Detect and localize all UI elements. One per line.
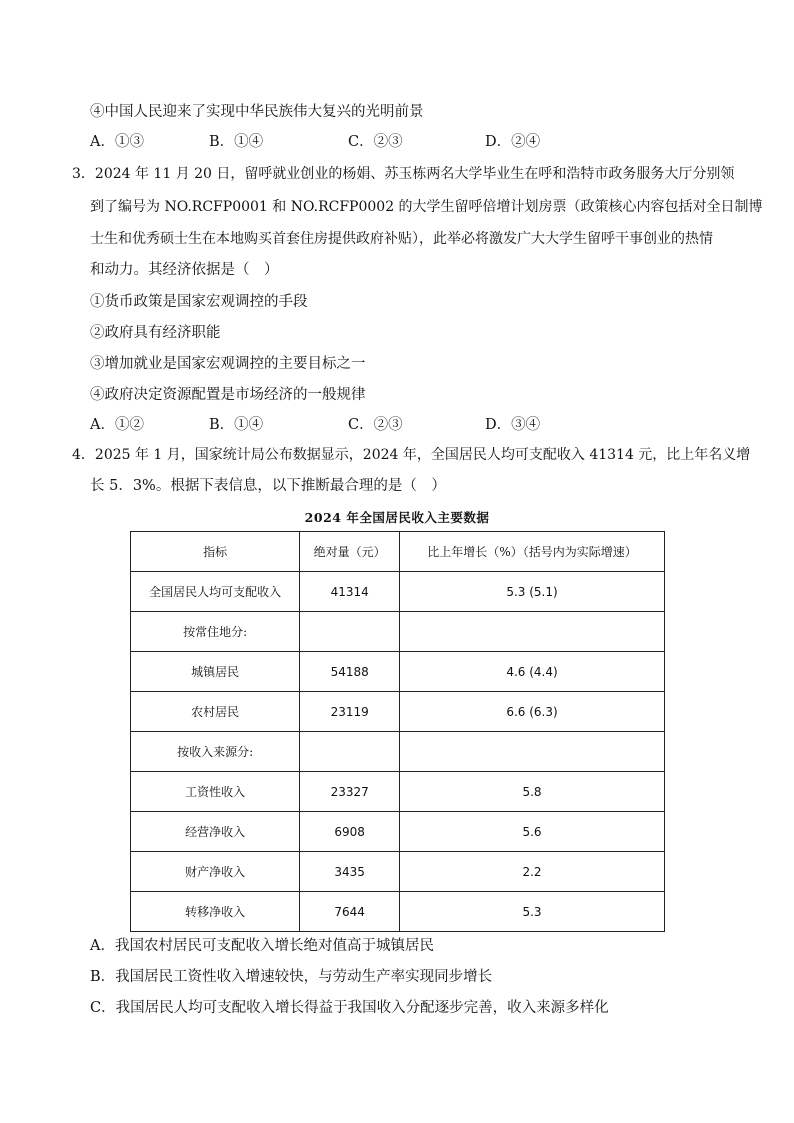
table-row (131, 812, 665, 852)
table-cell-amount (300, 732, 400, 772)
q4-option-b[interactable]: B．我国居民工资性收入增速较快，与劳动生产率实现同步增长 (90, 969, 493, 985)
table-header-growth: 比上年增长（%）（括号内为实际增速） (400, 532, 665, 572)
q3-statement-3: ③增加就业是国家宏观调控的主要目标之一 (90, 356, 366, 372)
table-header-row (131, 532, 665, 572)
table-cell-indicator: 农村居民 (131, 692, 300, 732)
table-row (131, 852, 665, 892)
table-row (131, 732, 665, 772)
q2-option-c[interactable]: C．②③ (348, 134, 403, 150)
table-cell-amount: 23119 (300, 692, 400, 732)
q3-option-c[interactable]: C．②③ (348, 417, 403, 433)
table-cell-amount (300, 612, 400, 652)
table-row (131, 892, 665, 932)
table-cell-growth: 5.3 (5.1) (400, 572, 665, 612)
table-row (131, 612, 665, 652)
table-cell-indicator: 城镇居民 (131, 652, 300, 692)
table-row (131, 692, 665, 732)
q4-stem-line-1: 4．2025 年 1 月，国家统计局公布数据显示，2024 年，全国居民人均可支配收入 41314 元，比上年名义增 (72, 447, 751, 463)
table-cell-indicator: 全国居民人均可支配收入 (131, 572, 300, 612)
q3-stem-line-1: 3．2024 年 11 月 20 日，留呼就业创业的杨娟、苏玉栋两名大学毕业生在呼和浩特市政务服务大厅分别领 (72, 166, 735, 182)
table-cell-growth: 2.2 (400, 852, 665, 892)
q3-option-b[interactable]: B．①④ (209, 417, 264, 433)
q2-option-a[interactable]: A．①③ (90, 134, 144, 150)
q2-option-b[interactable]: B．①④ (209, 134, 264, 150)
q2-option-d[interactable]: D．②④ (485, 134, 541, 150)
q3-stem-line-3: 士生和优秀硕士生在本地购买首套住房提供政府补贴），此举必将激发广大大学生留呼干事创业的热情 (90, 231, 713, 247)
table-cell-amount: 41314 (300, 572, 400, 612)
q4-option-a[interactable]: A．我国农村居民可支配收入增长绝对值高于城镇居民 (90, 938, 434, 954)
table-cell-growth: 5.8 (400, 772, 665, 812)
table-cell-amount: 7644 (300, 892, 400, 932)
table-cell-amount: 6908 (300, 812, 400, 852)
table-cell-growth (400, 612, 665, 652)
table-header-indicator: 指标 (131, 532, 300, 572)
table-row (131, 572, 665, 612)
table-cell-indicator: 财产净收入 (131, 852, 300, 892)
table-cell-growth: 6.6 (6.3) (400, 692, 665, 732)
q3-option-a[interactable]: A．①② (90, 417, 144, 433)
table-header-amount: 绝对量（元） (300, 532, 400, 572)
table-cell-amount: 23327 (300, 772, 400, 812)
table-row (131, 652, 665, 692)
table-cell-indicator: 按常住地分: (131, 612, 300, 652)
table-caption: 2024 年全国居民收入主要数据 (304, 510, 490, 525)
q4-option-c[interactable]: C．我国居民人均可支配收入增长得益于我国收入分配逐步完善，收入来源多样化 (90, 1000, 609, 1016)
table-cell-indicator: 工资性收入 (131, 772, 300, 812)
table-cell-growth (400, 732, 665, 772)
table-cell-indicator: 转移净收入 (131, 892, 300, 932)
q2-statement-4: ④中国人民迎来了实现中华民族伟大复兴的光明前景 (90, 104, 424, 120)
table-cell-amount: 3435 (300, 852, 400, 892)
q3-statement-1: ①货币政策是国家宏观调控的手段 (90, 294, 308, 310)
q4-stem-line-2: 长 5．3%。根据下表信息，以下推断最合理的是（ ） (90, 478, 446, 494)
q3-option-d[interactable]: D．③④ (485, 417, 541, 433)
table-cell-growth: 5.6 (400, 812, 665, 852)
table-row (131, 772, 665, 812)
table-cell-growth: 5.3 (400, 892, 665, 932)
table-cell-indicator: 按收入来源分: (131, 732, 300, 772)
income-data-table (130, 531, 665, 932)
q3-statement-4: ④政府决定资源配置是市场经济的一般规律 (90, 387, 366, 403)
table-cell-growth: 4.6 (4.4) (400, 652, 665, 692)
q3-stem-line-4: 和动力。其经济依据是（ ） (90, 262, 279, 278)
q3-stem-line-2: 到了编号为 NO.RCFP0001 和 NO.RCFP0002 的大学生留呼倍增计划房票（政策核心内容包括对全日制博 (90, 199, 763, 215)
table-cell-amount: 54188 (300, 652, 400, 692)
q3-statement-2: ②政府具有经济职能 (90, 325, 221, 341)
table-cell-indicator: 经营净收入 (131, 812, 300, 852)
